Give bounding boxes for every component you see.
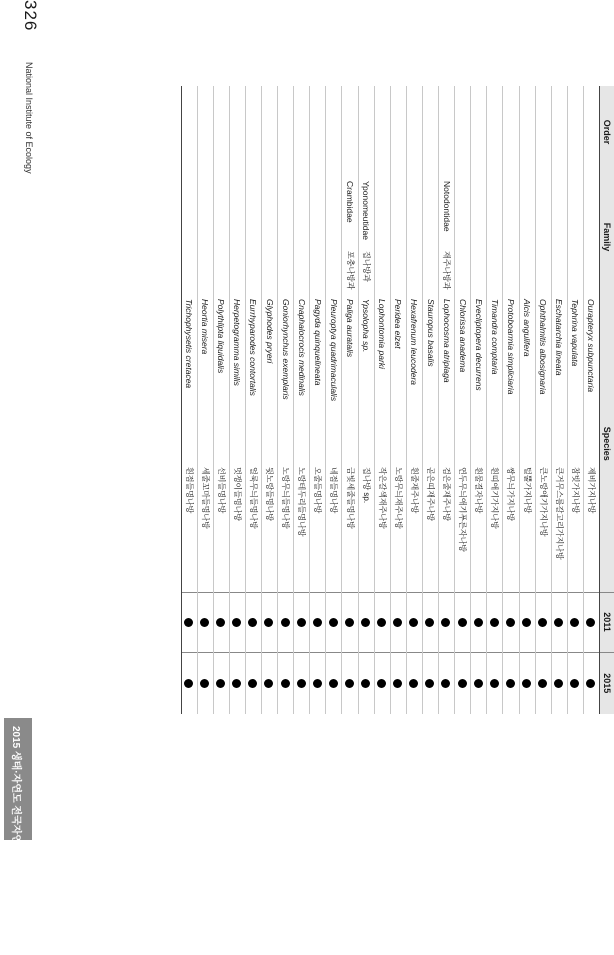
record-dot-icon: [393, 618, 402, 627]
record-dot-icon: [248, 679, 257, 688]
scientific-name-cell: Peridea elzet: [390, 296, 406, 464]
scientific-name-cell: Heortia misera: [197, 296, 213, 464]
korean-name-cell: 네점들명나방: [326, 464, 342, 592]
table-row: [567, 86, 583, 714]
record-dot-icon: [377, 618, 386, 627]
record-2015-cell: [422, 652, 438, 714]
record-2011-cell: [294, 592, 310, 652]
record-2015-cell: [278, 652, 294, 714]
family-cell: [213, 178, 229, 248]
record-2011-cell: [519, 592, 535, 652]
record-dot-icon: [474, 679, 483, 688]
record-dot-icon: [409, 618, 418, 627]
record-2011-cell: [197, 592, 213, 652]
record-2011-cell: [262, 592, 278, 652]
table-row: [535, 86, 551, 714]
record-dot-icon: [441, 679, 450, 688]
korean-name-cell: 참빗가지나방: [567, 464, 583, 592]
record-dot-icon: [393, 679, 402, 688]
family-korean-cell: [535, 248, 551, 296]
record-dot-icon: [200, 679, 209, 688]
family-korean-cell: [390, 248, 406, 296]
record-dot-icon: [297, 618, 306, 627]
table-row: [583, 86, 599, 714]
year-2011-header: 2011: [600, 592, 614, 652]
korean-name-cell: 제비가지나방: [583, 464, 599, 592]
table-row: [197, 86, 213, 714]
record-dot-icon: [248, 618, 257, 627]
order-cell: [535, 86, 551, 178]
record-2011-cell: [390, 592, 406, 652]
family-korean-cell: [583, 248, 599, 296]
record-2011-cell: [406, 592, 422, 652]
korean-name-cell: 집나방 sp.: [358, 464, 374, 592]
table-row: [213, 86, 229, 714]
record-dot-icon: [200, 618, 209, 627]
order-cell: [229, 86, 245, 178]
year-2015-header: 2015: [600, 652, 614, 714]
record-dot-icon: [329, 679, 338, 688]
korean-name-cell: 작은갈색재주나방: [374, 464, 390, 592]
record-2015-cell: [439, 652, 455, 714]
table-row: [294, 86, 310, 714]
record-2011-cell: [551, 592, 567, 652]
korean-name-cell: 연두무늬애기푸른자나방: [455, 464, 471, 592]
record-2015-cell: [535, 652, 551, 714]
record-2015-cell: [181, 652, 197, 714]
record-dot-icon: [458, 618, 467, 627]
table-row: [519, 86, 535, 714]
scientific-name-cell: Chlorissa anadema: [455, 296, 471, 464]
table-row: [342, 86, 358, 714]
family-korean-cell: [406, 248, 422, 296]
table-row: [406, 86, 422, 714]
record-dot-icon: [554, 679, 563, 688]
record-dot-icon: [377, 679, 386, 688]
family-cell: [455, 178, 471, 248]
record-dot-icon: [281, 618, 290, 627]
family-korean-cell: [487, 248, 503, 296]
order-cell: [390, 86, 406, 178]
order-cell: [551, 86, 567, 178]
table-row: [229, 86, 245, 714]
scientific-name-cell: Lophontomia parki: [374, 296, 390, 464]
scientific-name-cell: Glyphodes pryeri: [262, 296, 278, 464]
scientific-name-cell: Cnaphalocrocis medinalis: [294, 296, 310, 464]
institute-name: National Institute of Ecology: [24, 62, 34, 174]
order-cell: [294, 86, 310, 178]
record-dot-icon: [441, 618, 450, 627]
record-dot-icon: [329, 618, 338, 627]
order-cell: [455, 86, 471, 178]
order-cell: [567, 86, 583, 178]
family-cell: [278, 178, 294, 248]
scientific-name-cell: Ourapteryx subpunctaria: [583, 296, 599, 464]
record-2015-cell: [583, 652, 599, 714]
order-cell: [583, 86, 599, 178]
record-2011-cell: [487, 592, 503, 652]
record-dot-icon: [506, 618, 515, 627]
korean-name-cell: 노랑무늬재주나방: [390, 464, 406, 592]
korean-name-cell: 노랑테두리들명나방: [294, 464, 310, 592]
korean-name-cell: 세줄꼬마들명나방: [197, 464, 213, 592]
record-2015-cell: [567, 652, 583, 714]
order-cell: [197, 86, 213, 178]
record-dot-icon: [313, 679, 322, 688]
table-row: [471, 86, 487, 714]
korean-name-cell: 큰노랑애기가지나방: [535, 464, 551, 592]
family-cell: [471, 178, 487, 248]
family-korean-cell: [213, 248, 229, 296]
order-cell: [310, 86, 326, 178]
record-2011-cell: [342, 592, 358, 652]
scientific-name-cell: Trichophysetis cretacea: [181, 296, 197, 464]
record-2015-cell: [390, 652, 406, 714]
korean-name-cell: 멋쟁이들명나방: [229, 464, 245, 592]
family-cell: [487, 178, 503, 248]
family-korean-cell: [181, 248, 197, 296]
korean-name-cell: 흰물결자나방: [471, 464, 487, 592]
table-row: [310, 86, 326, 714]
scientific-name-cell: Herpetogramma similis: [229, 296, 245, 464]
scientific-name-cell: Polythlipta liquidalis: [213, 296, 229, 464]
scientific-name-cell: Tephrina vapulata: [567, 296, 583, 464]
table-row: [455, 86, 471, 714]
record-2011-cell: [583, 592, 599, 652]
record-dot-icon: [458, 679, 467, 688]
record-dot-icon: [425, 679, 434, 688]
record-dot-icon: [538, 679, 547, 688]
table-row: [326, 86, 342, 714]
record-dot-icon: [281, 679, 290, 688]
order-cell: [262, 86, 278, 178]
scientific-name-cell: Eschatarchia lineata: [551, 296, 567, 464]
table-row: [181, 86, 197, 714]
order-cell: [406, 86, 422, 178]
record-2015-cell: [245, 652, 261, 714]
record-2011-cell: [439, 592, 455, 652]
record-2011-cell: [422, 592, 438, 652]
family-cell: Notodontidae: [439, 178, 455, 248]
order-cell: [326, 86, 342, 178]
family-korean-cell: [503, 248, 519, 296]
record-2011-cell: [503, 592, 519, 652]
family-cell: [406, 178, 422, 248]
table-row: [390, 86, 406, 714]
korean-name-cell: 검은줄재주나방: [439, 464, 455, 592]
record-dot-icon: [409, 679, 418, 688]
record-2011-cell: [181, 592, 197, 652]
record-dot-icon: [490, 618, 499, 627]
record-2011-cell: [245, 592, 261, 652]
record-dot-icon: [538, 618, 547, 627]
record-dot-icon: [232, 679, 241, 688]
family-korean-cell: [294, 248, 310, 296]
family-korean-cell: [519, 248, 535, 296]
record-dot-icon: [345, 618, 354, 627]
family-cell: [310, 178, 326, 248]
table-body: [181, 86, 599, 714]
order-cell: [519, 86, 535, 178]
family-korean-cell: [326, 248, 342, 296]
korean-name-cell: 흰줄재주나방: [406, 464, 422, 592]
record-dot-icon: [184, 679, 193, 688]
record-dot-icon: [522, 618, 531, 627]
record-2011-cell: [326, 592, 342, 652]
order-cell: [422, 86, 438, 178]
family-korean-cell: [422, 248, 438, 296]
record-2011-cell: [374, 592, 390, 652]
family-cell: [503, 178, 519, 248]
record-dot-icon: [313, 618, 322, 627]
scientific-name-cell: Goniorhynchus exemplaris: [278, 296, 294, 464]
order-cell: [342, 86, 358, 178]
family-cell: [294, 178, 310, 248]
table-row: [374, 86, 390, 714]
record-2015-cell: [213, 652, 229, 714]
family-cell: Crambidae: [342, 178, 358, 248]
record-2011-cell: [358, 592, 374, 652]
species-header: Species: [600, 296, 614, 592]
record-dot-icon: [184, 618, 193, 627]
korean-name-cell: 곧은띠재주나방: [422, 464, 438, 592]
record-2015-cell: [471, 652, 487, 714]
record-dot-icon: [554, 618, 563, 627]
korean-name-cell: 오줄들명나방: [310, 464, 326, 592]
record-2015-cell: [406, 652, 422, 714]
record-dot-icon: [232, 618, 241, 627]
family-cell: [374, 178, 390, 248]
korean-name-cell: 선비들명나방: [213, 464, 229, 592]
running-title-bar: 2015 생태·자연도 전국자연환경조사 - 곤충 목록 정리: [4, 718, 32, 840]
scientific-name-cell: Protoboarmia simpliciaria: [503, 296, 519, 464]
page-number: 326: [20, 0, 40, 31]
korean-name-cell: 뒷노랑들명나방: [262, 464, 278, 592]
order-cell: [503, 86, 519, 178]
record-dot-icon: [345, 679, 354, 688]
family-cell: [567, 178, 583, 248]
scientific-name-cell: Ypsolopha sp.: [358, 296, 374, 464]
family-cell: [197, 178, 213, 248]
family-korean-cell: 재주나방과: [439, 248, 455, 296]
record-2015-cell: [358, 652, 374, 714]
family-korean-cell: [374, 248, 390, 296]
table-row: [503, 86, 519, 714]
korean-name-cell: 금빛세줄들명나방: [342, 464, 358, 592]
table-row: [278, 86, 294, 714]
order-cell: [358, 86, 374, 178]
korean-name-cell: 얼룩무늬들명나방: [245, 464, 261, 592]
record-dot-icon: [361, 679, 370, 688]
scientific-name-cell: Stauropus basalis: [422, 296, 438, 464]
record-2015-cell: [294, 652, 310, 714]
family-cell: [181, 178, 197, 248]
family-cell: [262, 178, 278, 248]
record-2011-cell: [229, 592, 245, 652]
family-cell: [583, 178, 599, 248]
korean-name-cell: 큰거무스름갈고리가지나방: [551, 464, 567, 592]
family-header: Family: [600, 178, 614, 296]
order-cell: [278, 86, 294, 178]
record-dot-icon: [297, 679, 306, 688]
korean-name-cell: 흰띠애기가지나방: [487, 464, 503, 592]
scientific-name-cell: Alcis angulifera: [519, 296, 535, 464]
family-korean-cell: [551, 248, 567, 296]
family-korean-cell: 집나방과: [358, 248, 374, 296]
record-dot-icon: [361, 618, 370, 627]
order-cell: [181, 86, 197, 178]
order-cell: [439, 86, 455, 178]
table-row: [551, 86, 567, 714]
family-cell: Yponomeutidae: [358, 178, 374, 248]
scientific-name-cell: Timandra comptaria: [487, 296, 503, 464]
order-cell: [471, 86, 487, 178]
family-korean-cell: [262, 248, 278, 296]
record-dot-icon: [216, 618, 225, 627]
table-row: [439, 86, 455, 714]
record-2011-cell: [213, 592, 229, 652]
family-korean-cell: [245, 248, 261, 296]
scientific-name-cell: Pleuroptya quadrimaculalis: [326, 296, 342, 464]
record-dot-icon: [570, 679, 579, 688]
scientific-name-cell: Lophocosma atriplaga: [439, 296, 455, 464]
scientific-name-cell: Paliga auratalis: [342, 296, 358, 464]
order-cell: [213, 86, 229, 178]
scientific-name-cell: Ophthalmitis albosignaria: [535, 296, 551, 464]
korean-name-cell: 쌍무늬가지나방: [503, 464, 519, 592]
family-cell: [551, 178, 567, 248]
family-korean-cell: 포충나방과: [342, 248, 358, 296]
family-korean-cell: [310, 248, 326, 296]
table-row: [262, 86, 278, 714]
record-2011-cell: [471, 592, 487, 652]
record-2015-cell: [342, 652, 358, 714]
family-cell: [229, 178, 245, 248]
scientific-name-cell: Evecliptopera decurrens: [471, 296, 487, 464]
record-2011-cell: [455, 592, 471, 652]
order-cell: [487, 86, 503, 178]
family-korean-cell: [567, 248, 583, 296]
record-dot-icon: [506, 679, 515, 688]
record-dot-icon: [490, 679, 499, 688]
family-cell: [422, 178, 438, 248]
record-2011-cell: [278, 592, 294, 652]
order-header: Order: [600, 86, 614, 178]
record-2015-cell: [326, 652, 342, 714]
order-cell: [374, 86, 390, 178]
record-dot-icon: [216, 679, 225, 688]
family-cell: [390, 178, 406, 248]
record-2015-cell: [455, 652, 471, 714]
scientific-name-cell: Pagyda quinquelineata: [310, 296, 326, 464]
family-korean-cell: [278, 248, 294, 296]
record-2015-cell: [503, 652, 519, 714]
record-dot-icon: [425, 618, 434, 627]
family-cell: [535, 178, 551, 248]
table-header-row: [600, 86, 614, 714]
record-dot-icon: [586, 679, 595, 688]
record-2015-cell: [374, 652, 390, 714]
scientific-name-cell: Hexafrenum leucodera: [406, 296, 422, 464]
record-2015-cell: [551, 652, 567, 714]
record-2015-cell: [262, 652, 278, 714]
table-row: [422, 86, 438, 714]
family-cell: [245, 178, 261, 248]
record-2015-cell: [197, 652, 213, 714]
record-dot-icon: [586, 618, 595, 627]
record-2011-cell: [310, 592, 326, 652]
record-2015-cell: [519, 652, 535, 714]
record-dot-icon: [264, 618, 273, 627]
record-dot-icon: [264, 679, 273, 688]
table-row: [487, 86, 503, 714]
family-korean-cell: [197, 248, 213, 296]
family-cell: [326, 178, 342, 248]
family-korean-cell: [471, 248, 487, 296]
family-cell: [519, 178, 535, 248]
order-cell: [245, 86, 261, 178]
record-dot-icon: [570, 618, 579, 627]
species-table: [181, 86, 614, 714]
korean-name-cell: 털뿔가지나방: [519, 464, 535, 592]
record-2015-cell: [229, 652, 245, 714]
record-2015-cell: [310, 652, 326, 714]
table-row: [358, 86, 374, 714]
family-korean-cell: [229, 248, 245, 296]
scientific-name-cell: Eurrhyparodes contortalis: [245, 296, 261, 464]
record-2011-cell: [535, 592, 551, 652]
record-2011-cell: [567, 592, 583, 652]
table-row: [245, 86, 261, 714]
record-2015-cell: [487, 652, 503, 714]
korean-name-cell: 노랑무늬들명나방: [278, 464, 294, 592]
record-dot-icon: [474, 618, 483, 627]
record-dot-icon: [522, 679, 531, 688]
family-korean-cell: [455, 248, 471, 296]
korean-name-cell: 흰점들명나방: [181, 464, 197, 592]
